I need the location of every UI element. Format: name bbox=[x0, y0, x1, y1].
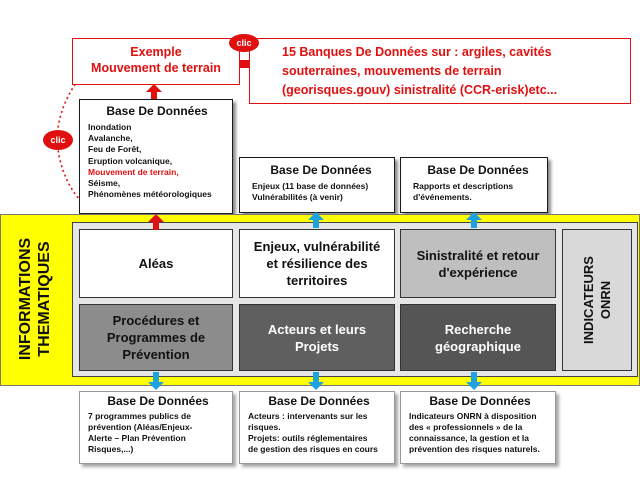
cell-procedures-line1: Procédures et bbox=[112, 313, 200, 328]
arrow-down-icon-blue bbox=[466, 372, 482, 390]
banks-line3: (georisques.gouv) sinistralité (CCR-erisk)etc... bbox=[282, 83, 558, 97]
cell-acteurs-line2: Projets bbox=[294, 338, 340, 354]
bottom-db-right-line4: prévention des risques naturels. bbox=[409, 444, 540, 454]
top-db-right-title: Base De Données bbox=[427, 163, 529, 177]
bottom-db-middle-line1: Acteurs : intervenants sur les bbox=[248, 411, 368, 421]
cell-aleas[interactable] bbox=[79, 229, 233, 298]
top-db-left-list bbox=[88, 122, 226, 200]
cell-sinistralite-line1: Sinistralité et retour bbox=[416, 247, 540, 263]
bottom-db-left-title: Base De Données bbox=[107, 394, 209, 408]
cell-procedures-line3: Prévention bbox=[122, 347, 190, 362]
cell-enjeux-line3: territoires bbox=[286, 273, 348, 288]
bottom-db-right-title: Base De Données bbox=[429, 394, 531, 408]
list-item: Inondation bbox=[88, 122, 132, 132]
arrow-down-icon-blue bbox=[148, 372, 164, 390]
cell-indicateurs[interactable] bbox=[562, 229, 632, 371]
list-item-highlight[interactable]: Mouvement de terrain, bbox=[88, 166, 179, 177]
bottom-db-left[interactable] bbox=[79, 391, 233, 464]
cell-acteurs-line1: Acteurs et leurs bbox=[267, 321, 367, 337]
example-box[interactable] bbox=[72, 38, 240, 85]
banks-line2: souterraines, mouvements de terrain bbox=[282, 64, 502, 78]
top-db-middle-line1: Enjeux (11 base de données) bbox=[252, 181, 369, 191]
banks-line1: 15 Banques De Données sur : argiles, cavités bbox=[282, 45, 552, 59]
top-db-right-line2: d'événements. bbox=[413, 192, 472, 202]
cell-acteurs[interactable] bbox=[239, 304, 395, 371]
side-label-line1: INFORMATIONS bbox=[17, 237, 35, 361]
side-label bbox=[2, 215, 68, 383]
clic-badge-top[interactable]: clic bbox=[229, 34, 259, 52]
bottom-db-middle[interactable] bbox=[239, 391, 395, 464]
list-item: Séisme, bbox=[88, 178, 121, 189]
example-title-line2: Mouvement de terrain bbox=[91, 61, 221, 75]
arrow-up-icon-blue bbox=[466, 212, 482, 228]
bottom-db-right-line1: Indicateurs ONRN à disposition bbox=[409, 411, 537, 421]
bottom-db-left-line1: 7 programmes publics de bbox=[88, 411, 191, 421]
cell-sinistralite[interactable] bbox=[400, 229, 556, 298]
cell-recherche-line2: géographique bbox=[435, 338, 521, 354]
arrow-down-icon-blue bbox=[308, 372, 324, 390]
top-db-middle-title: Base De Données bbox=[270, 163, 372, 177]
top-db-middle[interactable] bbox=[239, 157, 395, 213]
bottom-db-middle-title: Base De Données bbox=[268, 394, 370, 408]
cell-procedures[interactable] bbox=[79, 304, 233, 371]
arrow-up-icon-blue bbox=[308, 212, 324, 228]
cell-sinistralite-line2: d'expérience bbox=[438, 264, 518, 280]
bottom-db-left-line2: prévention (Aléas/Enjeux- bbox=[88, 422, 193, 432]
example-title-line1: Exemple bbox=[130, 45, 182, 59]
bottom-db-left-line4: Risques,...) bbox=[88, 444, 134, 454]
list-item: Phénomènes météorologiques bbox=[88, 189, 212, 200]
cell-procedures-line2: Programmes de bbox=[106, 330, 206, 345]
list-item: Feu de Forêt, bbox=[88, 144, 142, 155]
bottom-db-right-line2: des « professionnels » de la bbox=[409, 422, 523, 432]
cell-recherche-line1: Recherche bbox=[444, 321, 512, 337]
bottom-db-middle-line4: de gestion des risques en cours bbox=[248, 444, 378, 454]
top-db-left-title: Base De Données bbox=[106, 104, 208, 118]
cell-enjeux-line1: Enjeux, vulnérabilité bbox=[253, 239, 381, 254]
indicateurs-line2: ONRN bbox=[598, 280, 613, 320]
bottom-db-right-line3: connaissance, la gestion et la bbox=[409, 433, 529, 443]
cell-enjeux-line2: et résilience des bbox=[266, 256, 368, 271]
bottom-db-right[interactable] bbox=[400, 391, 556, 464]
indicateurs-line1: INDICATEURS bbox=[581, 256, 596, 344]
cell-enjeux[interactable] bbox=[239, 229, 395, 298]
clic-badge-side[interactable]: clic bbox=[43, 130, 73, 150]
arrow-up-icon-red bbox=[146, 84, 162, 100]
side-label-line2: THEMATIQUES bbox=[36, 241, 54, 357]
top-db-middle-line2: Vulnérabilités (à venir) bbox=[252, 192, 343, 202]
bottom-db-middle-line3: Projets: outils réglementaires bbox=[248, 433, 368, 443]
bottom-db-middle-line2: risques. bbox=[248, 422, 281, 432]
list-item: Avalanche, bbox=[88, 133, 133, 144]
top-db-left[interactable] bbox=[79, 99, 233, 214]
cell-recherche[interactable] bbox=[400, 304, 556, 371]
top-db-right[interactable] bbox=[400, 157, 548, 213]
cell-aleas-label: Aléas bbox=[138, 256, 174, 271]
arrow-up-icon-red bbox=[148, 214, 164, 230]
bottom-db-left-line3: Alerte – Plan Prévention bbox=[88, 433, 186, 443]
list-item: Eruption volcanique, bbox=[88, 155, 173, 166]
banks-box bbox=[249, 38, 631, 104]
top-db-right-line1: Rapports et descriptions bbox=[413, 181, 514, 191]
